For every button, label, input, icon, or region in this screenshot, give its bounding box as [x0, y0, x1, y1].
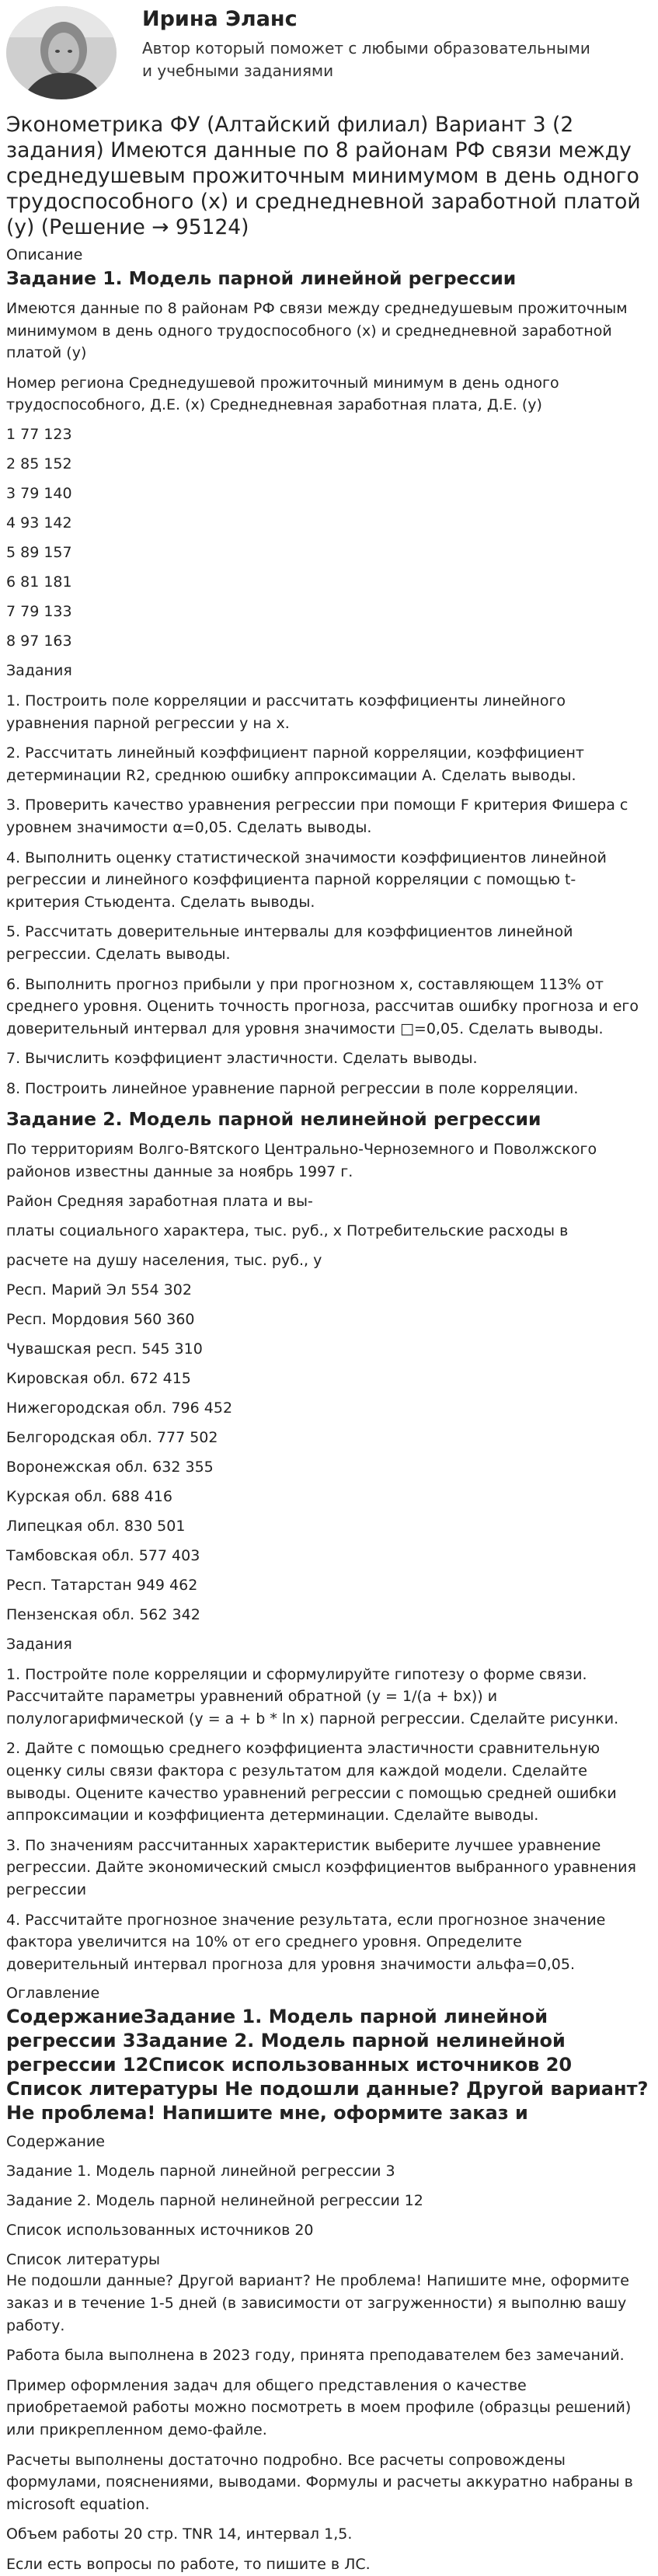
- toc-label: Оглавление: [6, 1985, 100, 2003]
- avatar-photo-icon: [6, 6, 117, 99]
- list-item: 4 93 142: [6, 514, 72, 532]
- content-list: [6, 2161, 649, 2240]
- list-item: Курская обл. 688 416: [6, 1487, 172, 1505]
- table-header-line: расчете на душу населения, тыс. руб., у: [6, 1251, 322, 1269]
- list-item: Респ. Мордовия 560 360: [6, 1310, 195, 1328]
- content-item: Список использованных источников 20: [6, 2222, 314, 2240]
- toc-summary: СодержаниеЗадание 1. Модель парной линейной регрессии 3Задание 2. Модель парной нелинейной регрессии 12Список использованных источников 20 Список литературы Не подошли данные? Другой вариант? Не проблема! Напишите мне, оформите заказ и: [6, 2006, 649, 2125]
- task1-tasks-label: Задания: [6, 661, 72, 679]
- task1-data-list: [6, 424, 649, 651]
- task1-task-list: [6, 690, 649, 1100]
- content-item: Задание 2. Модель парной нелинейной регрессии 12: [6, 2192, 423, 2210]
- description-label: Описание: [6, 246, 83, 263]
- list-item: Респ. Татарстан 949 462: [6, 1576, 198, 1594]
- author-description: Автор который поможет с любыми образовательными и учебными заданиями: [142, 39, 590, 80]
- main-content: [0, 112, 658, 2576]
- closing-paragraph: Объем работы 20 стр. TNR 14, интервал 1,5.: [6, 2525, 353, 2543]
- closing-paragraph: Не подошли данные? Другой вариант? Не проблема! Напишите мне, оформите заказ и в течение 1-5 дней (в зависимости от загруженности) я выполню вашу работу.: [6, 2272, 629, 2334]
- task-item: 4. Выполнить оценку статистической значимости коэффициентов линейной регрессии и линейного коэффициента парной корреляции с помощью t-критерия Стьюдента. Сделать выводы.: [6, 849, 607, 911]
- list-item: Липецкая обл. 830 501: [6, 1517, 186, 1535]
- task2-data-list: [6, 1280, 649, 1625]
- list-item: 6 81 181: [6, 573, 72, 591]
- task-item: 2. Рассчитать линейный коэффициент парной корреляции, коэффициент детерминации R2, среднюю ошибку аппроксимации А. Сделать выводы.: [6, 744, 584, 784]
- task1-intro: Имеются данные по 8 районам РФ связи между среднедушевым прожиточным минимумом в день одного трудоспособного (х) и среднедневной заработной платой (у): [6, 300, 628, 362]
- literature-label: Список литературы: [6, 2251, 160, 2269]
- task2-intro: По территориям Волго-Вятского Центрально-Черноземного и Поволжского районов известны данные за ноябрь 1997 г.: [6, 1141, 597, 1181]
- task2-tasks-label: Задания: [6, 1635, 72, 1653]
- list-item: Респ. Марий Эл 554 302: [6, 1281, 192, 1298]
- task-item: 1. Построить поле корреляции и рассчитать коэффициенты линейного уравнения парной регрессии у на х.: [6, 692, 566, 732]
- task-item: 2. Дайте с помощью среднего коэффициента эластичности сравнительную оценку силы связи фактора с результатом для каждой модели. Сделайте выводы. Оцените качество уравнений регрессии с помощью средней ошибки аппроксимации и коэффициента детерминации. Сделайте выводы.: [6, 1740, 617, 1825]
- closing-paragraph: Пример оформления задач для общего представления о качестве приобретаемой работы можно посмотреть в моем профиле (образцы решений) или прикрепленном демо-файле.: [6, 2376, 632, 2438]
- content-item: Задание 1. Модель парной линейной регрессии 3: [6, 2163, 395, 2180]
- task-item: 6. Выполнить прогноз прибыли у при прогнозном х, составляющем 113% от среднего уровня. Оценить точность прогноза, рассчитав ошибку прогноза и его доверительный интервал для уровня значимости □=0,05. Сделать выводы.: [6, 975, 639, 1037]
- page-title: Эконометрика ФУ (Алтайский филиал) Вариант 3 (2 задания) Имеются данные по 8 районам РФ связи между среднедушевым прожиточным минимумом в день одного трудоспособного (х) и среднедневной заработной платой (у) (Решение → 95124): [6, 113, 641, 239]
- task-item: 5. Рассчитать доверительные интервалы для коэффициентов линейной регрессии. Сделать выводы.: [6, 923, 573, 963]
- author-name[interactable]: Ирина Эланс: [142, 7, 298, 31]
- task2-table-header: [6, 1191, 649, 1271]
- task-item: 3. По значениям рассчитанных характеристик выберите лучшее уравнение регрессии. Дайте экономический смысл коэффициентов выбранного уравнения регрессии: [6, 1836, 636, 1898]
- list-item: 3 79 140: [6, 484, 72, 502]
- list-item: Тамбовская обл. 577 403: [6, 1546, 200, 1564]
- task-item: 1. Постройте поле корреляции и сформулируйте гипотезу о форме связи. Рассчитайте параметры уравнений обратной (y = 1/(a + bx)) и полулогарифмической (y = a + b * ln x) парной регрессии. Сделайте рисунки.: [6, 1665, 619, 1727]
- list-item: 7 79 133: [6, 602, 72, 620]
- task1-heading: Задание 1. Модель парной линейной регрессии: [6, 267, 517, 289]
- task2-heading: Задание 2. Модель парной нелинейной регрессии: [6, 1108, 541, 1131]
- closing-paragraph: Если есть вопросы по работе, то пишите в ЛС.: [6, 2555, 371, 2573]
- task1-table-header: Номер региона Среднедушевой прожиточный минимум в день одного трудоспособного, Д.Е. (х) Среднедневная заработная плата, Д.Е. (у): [6, 374, 559, 414]
- list-item: 2 85 152: [6, 455, 72, 472]
- task-item: 3. Проверить качество уравнения регрессии при помощи F критерия Фишера с уровнем значимости α=0,05. Сделать выводы.: [6, 797, 628, 836]
- list-item: 1 77 123: [6, 425, 72, 443]
- list-item: Белгородская обл. 777 502: [6, 1428, 218, 1446]
- avatar[interactable]: [6, 6, 117, 99]
- list-item: Кировская обл. 672 415: [6, 1369, 191, 1387]
- list-item: Пензенская обл. 562 342: [6, 1605, 200, 1623]
- task-item: 7. Вычислить коэффициент эластичности. Сделать выводы.: [6, 1050, 478, 1068]
- closing-paragraph: Работа была выполнена в 2023 году, принята преподавателем без замечаний.: [6, 2347, 625, 2365]
- table-header-line: Район Средняя заработная плата и вы-: [6, 1192, 313, 1210]
- list-item: 5 89 157: [6, 543, 72, 561]
- list-item: Чувашская респ. 545 310: [6, 1340, 203, 1358]
- closing-paragraph: Расчеты выполнены достаточно подробно. Все расчеты сопровождены формулами, пояснениями, выводами. Формулы и расчеты аккуратно набраны в microsoft equation.: [6, 2451, 633, 2513]
- task-item: 8. Построить линейное уравнение парной регрессии в поле корреляции.: [6, 1079, 579, 1097]
- list-item: Нижегородская обл. 796 452: [6, 1399, 233, 1417]
- task-item: 4. Рассчитайте прогнозное значение результата, если прогнозное значение фактора увеличится на 10% от его среднего уровня. Определите доверительный интервал прогноза для уровня значимости альфа=0,05.: [6, 1911, 606, 1973]
- task2-task-list: [6, 1664, 649, 1976]
- table-header-line: платы социального характера, тыс. руб., х Потребительские расходы в: [6, 1222, 569, 1239]
- list-item: Воронежская обл. 632 355: [6, 1458, 214, 1476]
- closing-text: [6, 2270, 649, 2575]
- list-item: 8 97 163: [6, 632, 72, 650]
- author-header: [0, 0, 658, 106]
- content-label: Содержание: [6, 2133, 105, 2151]
